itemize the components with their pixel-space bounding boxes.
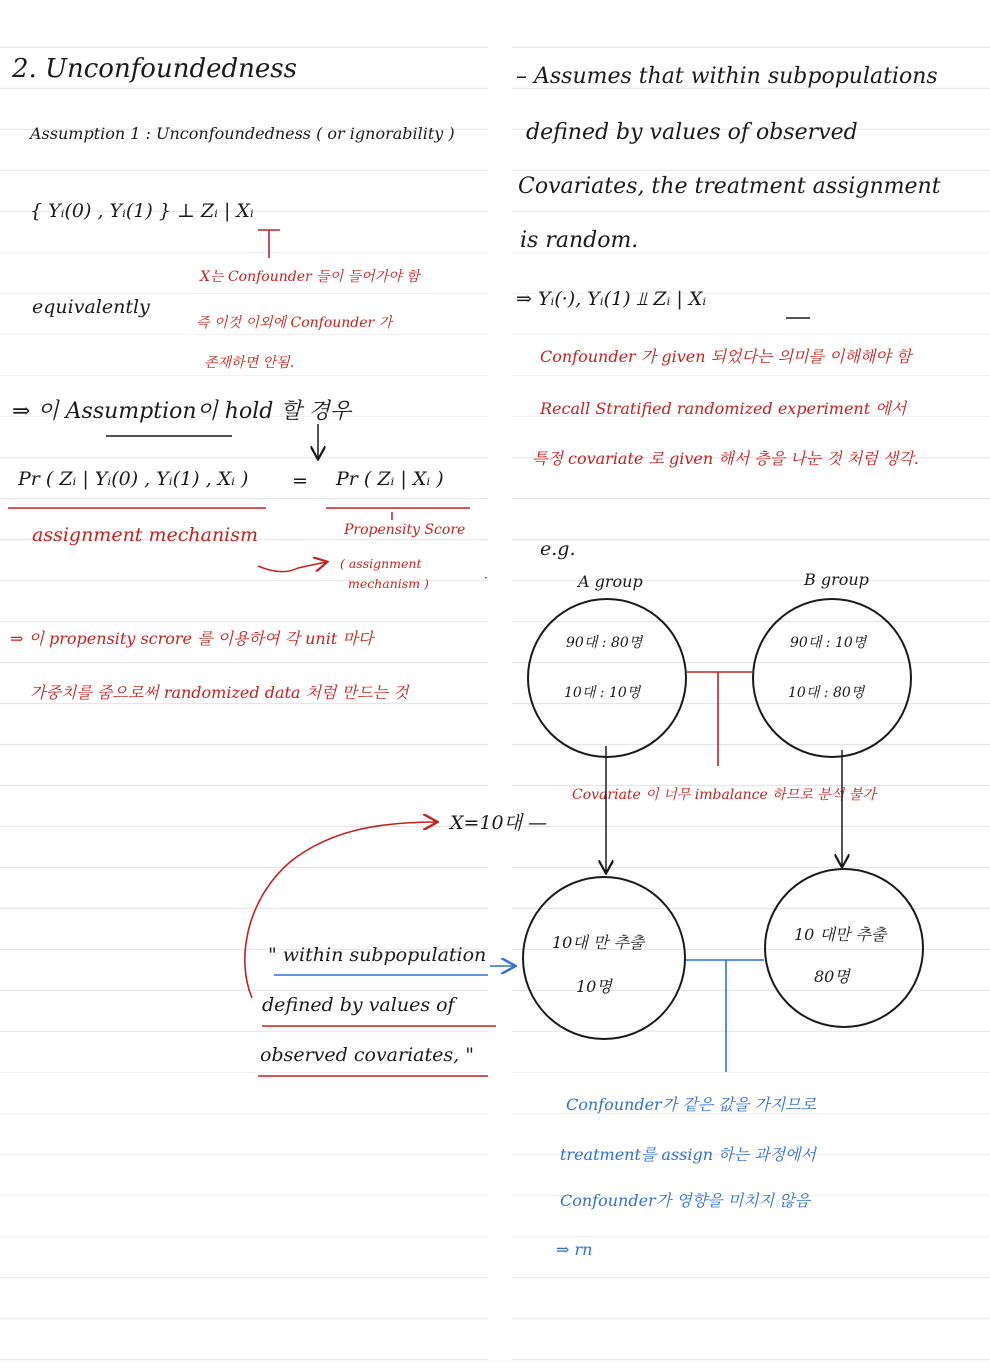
propensity-score-label: Propensity Score [344, 522, 466, 538]
assumes-line-3: Covariates, the treatment assignment [518, 174, 941, 199]
assumes-line-1: – Assumes that within subpopulations [516, 64, 938, 89]
confounder-note-3: 존재하면 안됨. [204, 355, 295, 371]
independence-formula: { Yᵢ(0) , Yᵢ(1) } ⊥ Zᵢ | Xᵢ [30, 200, 254, 222]
subgroup-b-line-2: 80명 [814, 967, 850, 986]
mechanism-arrow [258, 562, 326, 572]
pr-lhs: Pr ( Zᵢ | Yᵢ(0) , Yᵢ(1) , Xᵢ ) [18, 468, 249, 490]
group-b-label: B group [804, 570, 869, 589]
group-a-line-2: 10대 : 10명 [564, 685, 641, 701]
blue-note-4: ⇒ rn [556, 1240, 593, 1259]
within-quote-1: " within subpopulation [268, 944, 487, 966]
group-connector-red [687, 672, 752, 766]
propensity-paren-1: ( assignment [340, 556, 422, 571]
group-b-line-1: 90대 : 10명 [790, 635, 867, 651]
red-note-2: Recall Stratified randomized experiment 에서 [540, 399, 907, 418]
pr-equals: = [292, 470, 308, 492]
propensity-note-1: ⇒ 이 propensity scrore 를 이용하여 각 unit 마다 [10, 629, 374, 648]
x-marker-stroke [258, 230, 280, 258]
formula-2: ⇒ Yᵢ(·), Yᵢ(1) ⫫ Zᵢ | Xᵢ [516, 288, 707, 310]
confounder-note-1: X는 Confounder 들이 들어가야 함 [200, 269, 420, 285]
red-note-3: 특정 covariate 로 given 해서 층을 나눈 것 처럼 생각. [532, 449, 919, 468]
subgroup-a-line-1: 10대 만 추출 [552, 933, 645, 952]
eg-label: e.g. [540, 538, 576, 560]
pr-rhs: Pr ( Zᵢ | Xᵢ ) [336, 468, 444, 490]
x-equals-10s: X=10대 — [450, 812, 548, 834]
assumes-line-4: is random. [520, 228, 639, 253]
dot-mark: · [484, 571, 488, 585]
red-note-1: Confounder 가 given 되었다는 의미를 이해해야 함 [540, 347, 912, 366]
propensity-note-2: 가중치를 줌으로써 randomized data 처럼 만드는 것 [30, 683, 409, 702]
hold-line: ⇒ 이 Assumption이 hold 할 경우 [12, 399, 352, 424]
blue-note-2: treatment를 assign 하는 과정에서 [560, 1145, 816, 1164]
imbalance-note: Covariate 이 너무 imbalance 하므로 분석 불가 [572, 787, 876, 803]
assumes-line-2: defined by values of observed [526, 120, 858, 145]
assumption-line: Assumption 1 : Unconfoundedness ( or ignorability ) [30, 124, 455, 143]
equivalently-label: equivalently [32, 296, 150, 318]
curved-red-arrow [245, 822, 436, 998]
within-quote-2: defined by values of [262, 994, 455, 1016]
blue-note-3: Confounder가 영향을 미치지 않음 [560, 1191, 811, 1210]
subgroup-connector-blue [686, 960, 764, 1072]
blue-note-1: Confounder가 같은 값을 가지므로 [566, 1095, 817, 1114]
confounder-note-2: 즉 이것 이외에 Confounder 가 [196, 315, 393, 331]
section-title: 2. Unconfoundedness [12, 54, 297, 84]
subgroup-a-line-2: 10명 [576, 977, 612, 996]
propensity-paren-2: mechanism ) [348, 576, 429, 591]
within-quote-3: observed covariates, " [260, 1044, 474, 1066]
group-a-line-1: 90대 : 80명 [566, 635, 643, 651]
group-b-line-2: 10대 : 80명 [788, 685, 865, 701]
assignment-mechanism-label: assignment mechanism [32, 524, 259, 546]
group-a-label: A group [578, 572, 643, 591]
subgroup-b-line-1: 10 대만 추출 [794, 925, 887, 944]
